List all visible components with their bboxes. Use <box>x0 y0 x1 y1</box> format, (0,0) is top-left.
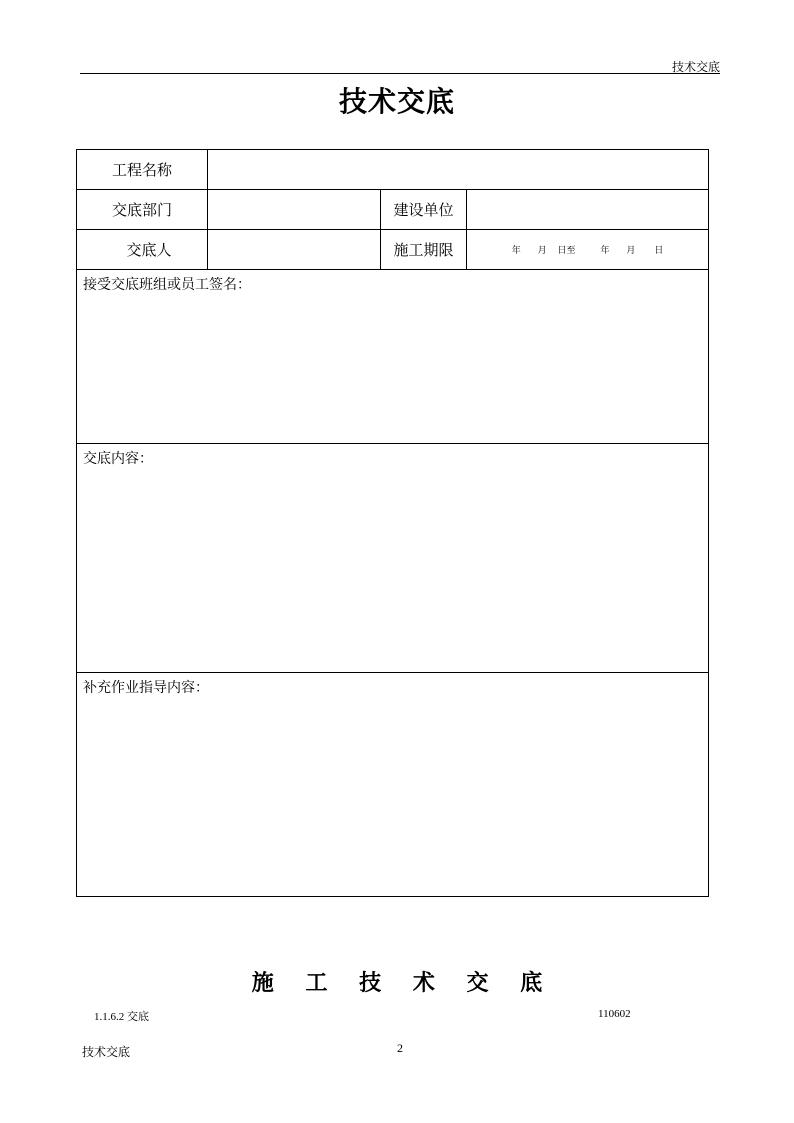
page-number: 2 <box>397 1041 403 1055</box>
header-label: 技术交底 <box>671 60 720 74</box>
department-label: 交底部门 <box>77 190 208 230</box>
document-title: 技术交底 <box>338 85 455 118</box>
department-field[interactable] <box>208 190 381 230</box>
person-row <box>77 230 709 270</box>
supplement-label: 补充作业指导内容： <box>83 680 209 696</box>
period-year-1: 年 <box>511 246 521 256</box>
sub-title-char: 交 <box>466 970 489 996</box>
project-name-field[interactable] <box>208 150 709 190</box>
project-name-row <box>77 150 709 190</box>
supplement-area[interactable] <box>77 673 709 897</box>
period-day-to: 日至 <box>557 246 576 256</box>
sign-row <box>77 270 709 444</box>
footer-label: 技术交底 <box>82 1045 131 1059</box>
sub-title-char: 术 <box>412 970 435 996</box>
person-field[interactable] <box>208 230 381 270</box>
sign-label: 接受交底班组或员工签名： <box>83 277 251 293</box>
period-month-2: 月 <box>626 246 636 256</box>
sign-area[interactable] <box>77 270 709 444</box>
sub-title-char: 施 <box>251 970 274 996</box>
period-label: 施工期限 <box>381 230 467 270</box>
sub-title-char: 底 <box>520 970 543 996</box>
document-code: 110602 <box>598 1008 631 1020</box>
person-label: 交底人 <box>77 230 208 270</box>
builder-label: 建设单位 <box>381 190 467 230</box>
handover-form-table <box>76 149 709 897</box>
header-rule <box>80 73 720 74</box>
period-field[interactable] <box>467 230 709 270</box>
builder-field[interactable] <box>467 190 709 230</box>
sub-title-char: 工 <box>305 970 328 996</box>
project-name-label: 工程名称 <box>77 150 208 190</box>
department-row <box>77 190 709 230</box>
content-label: 交底内容： <box>83 451 153 467</box>
period-year-2: 年 <box>600 246 610 256</box>
period-month-1: 月 <box>537 246 547 256</box>
period-day-2: 日 <box>654 246 664 256</box>
content-area[interactable] <box>77 444 709 673</box>
section-reference: 1.1.6.2 交底 <box>94 1011 149 1023</box>
content-row <box>77 444 709 673</box>
sub-title-char: 技 <box>359 970 382 996</box>
supplement-row <box>77 673 709 897</box>
construction-handover-title <box>0 966 794 997</box>
